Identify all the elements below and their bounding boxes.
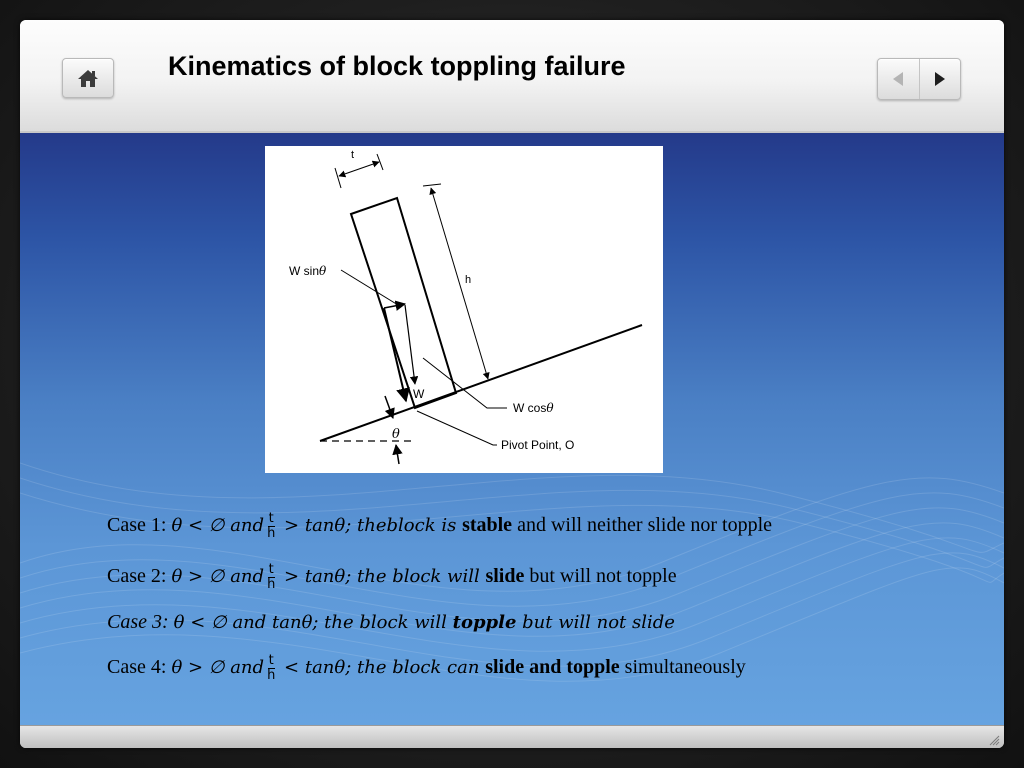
case-1-subject: theblock is xyxy=(357,515,463,537)
case-1-fraction xyxy=(267,512,275,541)
case-3-condition: θ < ∅ xyxy=(173,612,233,633)
toppling-diagram-svg xyxy=(265,146,663,473)
previous-slide-button[interactable] xyxy=(878,59,919,99)
label-w: W xyxy=(413,387,425,401)
case-1-frac-den: h xyxy=(267,526,276,541)
slide-window xyxy=(20,20,1004,748)
label-t: t xyxy=(351,149,355,161)
case-4-condition: θ > ∅ xyxy=(171,657,231,679)
wsin-leader xyxy=(341,270,398,305)
label-h: h xyxy=(465,274,472,286)
case-3-subject: and tanθ; the block will xyxy=(232,612,453,633)
slope-line xyxy=(320,325,642,441)
h-extension-top xyxy=(423,184,441,186)
case-1-condition: θ < ∅ xyxy=(171,515,231,537)
case-1-suffix: and will neither slide nor topple xyxy=(512,514,773,537)
slide-navigation xyxy=(877,58,961,100)
case-1-comparison: > tanθ; xyxy=(278,515,358,537)
case-4-frac-den: h xyxy=(267,668,276,683)
case-3 xyxy=(107,609,675,636)
label-wcos: W cosθ xyxy=(513,401,554,415)
w-vector xyxy=(384,308,406,401)
home-button[interactable] xyxy=(62,58,114,98)
case-1-prefix: Case 1: xyxy=(107,514,172,537)
home-icon xyxy=(76,68,100,88)
case-4-result: slide and topple xyxy=(485,656,620,679)
block-outline xyxy=(351,198,456,408)
triangle-left-icon xyxy=(890,70,906,88)
case-2-frac-den: h xyxy=(267,577,276,592)
case-4-suffix: simultaneously xyxy=(619,656,746,679)
resize-grip-icon[interactable] xyxy=(988,734,1000,746)
case-2-prefix: Case 2: xyxy=(107,565,172,588)
page-title: Kinematics of block toppling failure xyxy=(168,51,626,81)
case-1-and: and xyxy=(230,515,265,537)
case-4-and: and xyxy=(230,657,265,679)
case-2-condition: θ > ∅ xyxy=(171,566,231,588)
case-3-result: topple xyxy=(452,612,517,633)
case-4-prefix: Case 4: xyxy=(107,656,172,679)
label-pivot: Pivot Point, O xyxy=(501,438,575,452)
case-4-fraction xyxy=(267,654,275,683)
theta-arrow-bottom xyxy=(396,445,399,464)
case-2-suffix: but will not topple xyxy=(524,565,677,588)
case-4-comparison: < tanθ; xyxy=(278,657,358,679)
next-slide-button[interactable] xyxy=(919,59,961,99)
t-extension-left xyxy=(335,168,341,188)
wcos-vector xyxy=(405,305,415,384)
label-theta: θ xyxy=(392,427,400,442)
case-2-subject: the block will xyxy=(357,566,486,588)
case-4-subject: the block can xyxy=(357,657,486,679)
case-2 xyxy=(107,563,677,592)
triangle-right-icon xyxy=(932,70,948,88)
label-wsin: W sinθ xyxy=(289,264,327,278)
case-2-fraction xyxy=(267,563,275,592)
slide-footer xyxy=(20,725,1004,748)
h-dimension-line xyxy=(431,188,488,379)
case-1-frac-num: t xyxy=(268,511,274,526)
theta-arrow-top xyxy=(385,396,393,418)
case-2-and: and xyxy=(230,566,265,588)
case-2-frac-num: t xyxy=(268,562,274,577)
slide-header xyxy=(20,20,1004,131)
case-3-prefix: Case 3: xyxy=(107,611,174,633)
case-2-comparison: > tanθ; xyxy=(278,566,358,588)
case-4-frac-num: t xyxy=(268,653,274,668)
case-1 xyxy=(107,512,772,541)
case-2-result: slide xyxy=(485,565,525,588)
toppling-diagram xyxy=(265,146,663,473)
slide-content xyxy=(20,133,1004,725)
case-1-result: stable xyxy=(462,514,513,537)
pivot-leader xyxy=(417,411,497,445)
case-4 xyxy=(107,654,746,683)
t-dimension-line xyxy=(339,162,379,176)
case-3-suffix: but will not slide xyxy=(516,612,675,633)
wsin-vector xyxy=(384,304,405,308)
